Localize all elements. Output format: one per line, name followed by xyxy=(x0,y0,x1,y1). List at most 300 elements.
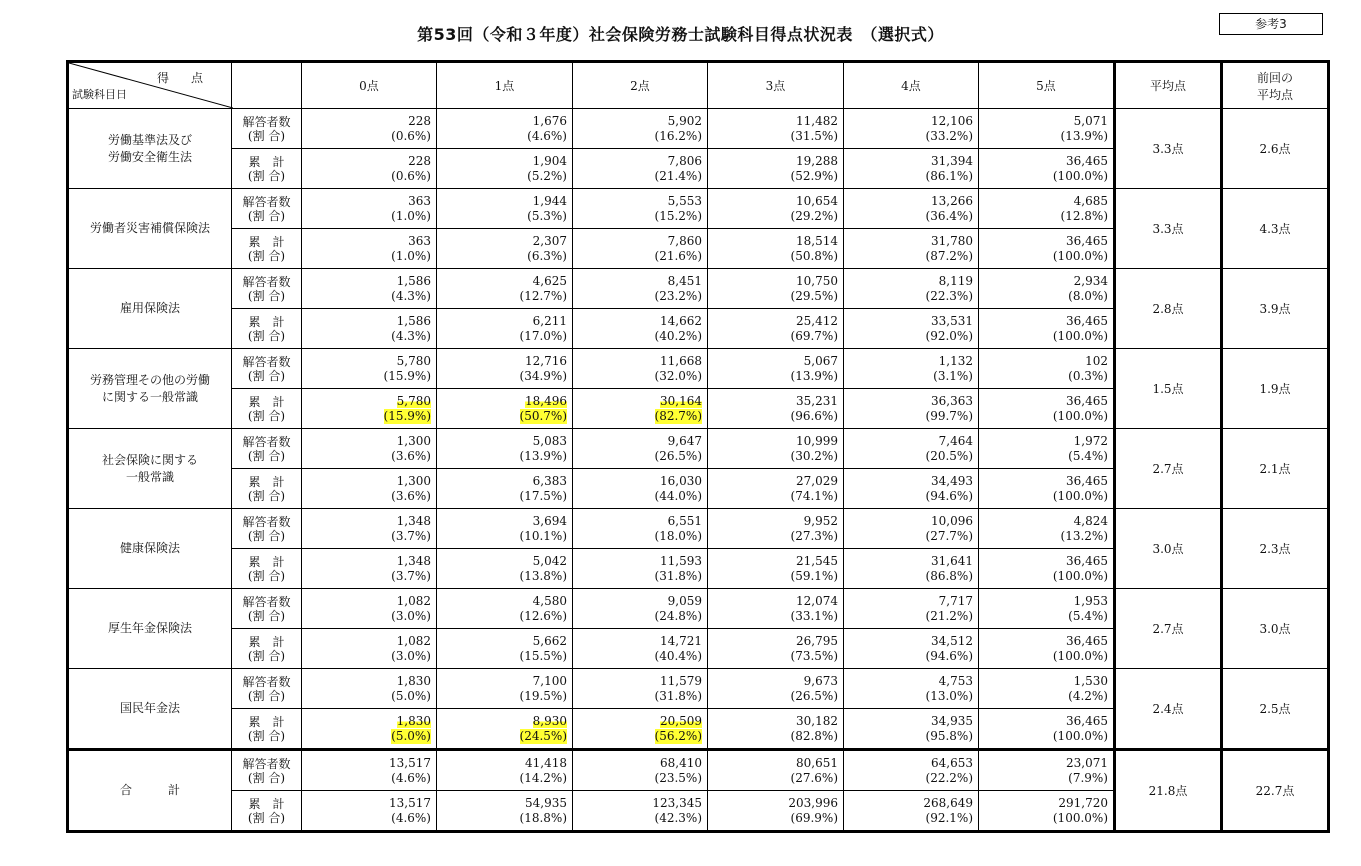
value-cell xyxy=(437,791,573,832)
value-count: 19,288 xyxy=(796,153,838,168)
value-count: 10,999 xyxy=(796,433,838,448)
value-count: 9,059 xyxy=(667,593,702,608)
row-label xyxy=(232,189,302,229)
value-cell xyxy=(437,109,573,149)
value-cell xyxy=(979,109,1115,149)
value-cell xyxy=(573,309,708,349)
value-ratio: (13.8%) xyxy=(519,568,567,583)
value-ratio: (0.6%) xyxy=(391,128,431,143)
value-count: 228 xyxy=(408,153,431,168)
value-cell xyxy=(573,509,708,549)
value-cell xyxy=(573,429,708,469)
ratio-label: (割 合) xyxy=(247,688,286,703)
value-count: 5,042 xyxy=(532,553,567,568)
value-ratio: (12.8%) xyxy=(1060,208,1108,223)
total-row-count xyxy=(68,750,1329,791)
row-label xyxy=(232,549,302,589)
value-cell xyxy=(844,269,979,309)
value-count: 6,211 xyxy=(532,313,567,328)
value-cell xyxy=(302,309,437,349)
value-count: 7,717 xyxy=(938,593,973,608)
value-count: 80,651 xyxy=(796,755,838,770)
value-ratio: (56.2%) xyxy=(654,728,702,743)
value-cell xyxy=(979,229,1115,269)
value-cell xyxy=(437,549,573,589)
value-ratio: (12.7%) xyxy=(519,288,567,303)
value-ratio: (5.4%) xyxy=(1068,448,1108,463)
ratio-label: (割 合) xyxy=(247,568,286,583)
value-count-text: 18,496 xyxy=(525,393,567,408)
subject-row-count xyxy=(68,669,1329,709)
value-cell xyxy=(844,309,979,349)
value-count: 30,182 xyxy=(796,713,838,728)
value-count: 7,100 xyxy=(532,673,567,688)
value-ratio: (22.3%) xyxy=(925,288,973,303)
value-count: 36,363 xyxy=(931,393,973,408)
value-ratio: (26.5%) xyxy=(654,448,702,463)
value-cell xyxy=(979,629,1115,669)
value-count: 5,553 xyxy=(667,193,702,208)
respondents-label: 解答者数 xyxy=(242,756,291,771)
value-cell xyxy=(844,791,979,832)
value-count: 36,465 xyxy=(1066,233,1108,248)
value-ratio: (27.3%) xyxy=(790,528,838,543)
subject-name: 社会保険に関する 一般常識 xyxy=(68,429,232,509)
value-ratio: (18.0%) xyxy=(654,528,702,543)
value-count: 123,345 xyxy=(652,795,702,810)
value-cell xyxy=(844,349,979,389)
cumulative-label: 累 計 xyxy=(248,714,285,729)
ratio-label: (割 合) xyxy=(247,328,286,343)
value-count: 5,662 xyxy=(532,633,567,648)
subject-row-count xyxy=(68,189,1329,229)
value-cell xyxy=(844,469,979,509)
value-ratio: (3.6%) xyxy=(391,448,431,463)
value-ratio: (24.8%) xyxy=(654,608,702,623)
row-label xyxy=(232,429,302,469)
value-cell xyxy=(437,709,573,750)
value-ratio: (21.4%) xyxy=(654,168,702,183)
value-ratio: (52.9%) xyxy=(790,168,838,183)
value-cell xyxy=(844,189,979,229)
value-cell xyxy=(573,791,708,832)
respondents-label: 解答者数 xyxy=(242,594,291,609)
value-ratio: (100.0%) xyxy=(1052,568,1108,583)
value-cell xyxy=(708,349,844,389)
value-ratio: (1.0%) xyxy=(391,208,431,223)
value-ratio: (5.2%) xyxy=(527,168,567,183)
subject-row-count xyxy=(68,429,1329,469)
value-count: 1,082 xyxy=(396,593,431,608)
value-ratio: (15.9%) xyxy=(383,368,431,383)
ratio-label: (割 合) xyxy=(247,488,286,503)
value-ratio: (15.9%) xyxy=(383,408,431,423)
value-ratio: (13.9%) xyxy=(1060,128,1108,143)
value-ratio: (13.2%) xyxy=(1060,528,1108,543)
value-count: 5,780 xyxy=(396,353,431,368)
value-count: 291,720 xyxy=(1058,795,1108,810)
value-count: 5,071 xyxy=(1073,113,1108,128)
value-count: 102 xyxy=(1085,353,1108,368)
value-cell xyxy=(302,229,437,269)
value-count: 1,830 xyxy=(396,673,431,688)
value-cell xyxy=(573,750,708,791)
respondents-label: 解答者数 xyxy=(242,514,291,529)
value-count xyxy=(573,714,702,729)
value-ratio: (100.0%) xyxy=(1052,488,1108,503)
average-score: 2.7点 xyxy=(1115,589,1222,669)
value-cell xyxy=(437,469,573,509)
value-cell xyxy=(573,149,708,189)
value-ratio: (50.7%) xyxy=(519,408,567,423)
value-count-text: 1,830 xyxy=(396,713,431,728)
value-ratio: (31.8%) xyxy=(654,568,702,583)
header-prev-avg-line2: 平均点 xyxy=(1256,87,1293,102)
value-count: 1,586 xyxy=(396,313,431,328)
value-ratio: (8.0%) xyxy=(1068,288,1108,303)
respondents-label: 解答者数 xyxy=(242,274,291,289)
value-count-text: 20,509 xyxy=(660,713,702,728)
ratio-label: (割 合) xyxy=(247,368,286,383)
ratio-label: (割 合) xyxy=(247,448,286,463)
diag-bottom-label: 試験科目日 xyxy=(72,88,127,101)
value-cell xyxy=(844,389,979,429)
previous-average-score: 2.5点 xyxy=(1222,669,1329,750)
value-cell xyxy=(437,269,573,309)
value-ratio: (20.5%) xyxy=(925,448,973,463)
row-label xyxy=(232,149,302,189)
value-count: 9,673 xyxy=(803,673,838,688)
value-count: 16,030 xyxy=(660,473,702,488)
subject-row-count xyxy=(68,349,1329,389)
value-count: 11,668 xyxy=(660,353,702,368)
value-cell xyxy=(979,189,1115,229)
value-cell xyxy=(437,149,573,189)
value-count: 1,904 xyxy=(532,153,567,168)
value-count: 10,096 xyxy=(931,513,973,528)
value-ratio: (30.2%) xyxy=(790,448,838,463)
value-count: 5,067 xyxy=(803,353,838,368)
value-cell xyxy=(573,109,708,149)
value-count: 68,410 xyxy=(660,755,702,770)
value-count: 14,662 xyxy=(660,313,702,328)
value-ratio: (15.2%) xyxy=(654,208,702,223)
value-ratio: (0.3%) xyxy=(1068,368,1108,383)
value-ratio: (31.5%) xyxy=(790,128,838,143)
value-cell xyxy=(979,669,1115,709)
value-cell xyxy=(979,750,1115,791)
value-ratio: (26.5%) xyxy=(790,688,838,703)
value-count: 4,753 xyxy=(938,673,973,688)
value-cell xyxy=(979,509,1115,549)
value-count: 31,394 xyxy=(931,153,973,168)
value-count: 36,465 xyxy=(1066,153,1108,168)
value-ratio: (23.2%) xyxy=(654,288,702,303)
value-cell xyxy=(302,429,437,469)
header-score-5: 5点 xyxy=(979,62,1115,109)
value-cell xyxy=(302,109,437,149)
value-cell xyxy=(844,149,979,189)
ratio-label: (割 合) xyxy=(247,648,286,663)
value-cell xyxy=(302,549,437,589)
value-count: 12,074 xyxy=(796,593,838,608)
value-count: 8,119 xyxy=(938,273,973,288)
row-label xyxy=(232,669,302,709)
value-ratio: (40.2%) xyxy=(654,328,702,343)
value-count: 36,465 xyxy=(1066,633,1108,648)
value-ratio: (4.6%) xyxy=(391,770,431,785)
value-cell xyxy=(844,589,979,629)
value-cell xyxy=(573,389,708,429)
value-count: 64,653 xyxy=(931,755,973,770)
cumulative-label: 累 計 xyxy=(248,394,285,409)
value-count: 4,685 xyxy=(1073,193,1108,208)
value-ratio: (3.0%) xyxy=(391,608,431,623)
header-prev-avg xyxy=(1222,62,1329,109)
value-ratio: (4.2%) xyxy=(1068,688,1108,703)
value-ratio: (100.0%) xyxy=(1052,328,1108,343)
average-score: 21.8点 xyxy=(1115,750,1222,832)
value-count: 1,676 xyxy=(532,113,567,128)
value-count: 1,953 xyxy=(1073,593,1108,608)
value-ratio: (10.1%) xyxy=(519,528,567,543)
value-cell xyxy=(302,629,437,669)
average-score: 3.3点 xyxy=(1115,189,1222,269)
value-count: 36,465 xyxy=(1066,553,1108,568)
row-label xyxy=(232,509,302,549)
value-count: 31,780 xyxy=(931,233,973,248)
value-cell xyxy=(708,589,844,629)
header-blank xyxy=(232,62,302,109)
value-ratio: (21.2%) xyxy=(925,608,973,623)
value-ratio: (86.1%) xyxy=(925,168,973,183)
value-cell xyxy=(437,629,573,669)
value-count: 14,721 xyxy=(660,633,702,648)
previous-average-score: 2.6点 xyxy=(1222,109,1329,189)
value-cell xyxy=(437,189,573,229)
average-score: 2.4点 xyxy=(1115,669,1222,750)
value-cell xyxy=(437,429,573,469)
respondents-label: 解答者数 xyxy=(242,434,291,449)
value-cell xyxy=(302,269,437,309)
value-ratio: (100.0%) xyxy=(1052,648,1108,663)
value-count: 1,300 xyxy=(396,433,431,448)
value-ratio: (0.6%) xyxy=(391,168,431,183)
value-cell xyxy=(573,709,708,750)
value-ratio: (86.8%) xyxy=(925,568,973,583)
value-cell xyxy=(708,189,844,229)
value-ratio: (74.1%) xyxy=(790,488,838,503)
value-ratio: (1.0%) xyxy=(391,248,431,263)
page-title: 第53回（令和３年度）社会保険労務士試験科目得点状況表 （選択式） xyxy=(417,25,944,44)
value-ratio: (16.2%) xyxy=(654,128,702,143)
value-cell xyxy=(844,109,979,149)
average-score: 3.3点 xyxy=(1115,109,1222,189)
average-score: 1.5点 xyxy=(1115,349,1222,429)
value-ratio: (23.5%) xyxy=(654,770,702,785)
value-cell xyxy=(844,509,979,549)
header-row xyxy=(68,62,1329,109)
cumulative-label: 累 計 xyxy=(248,634,285,649)
value-cell xyxy=(708,750,844,791)
value-count xyxy=(302,394,431,409)
value-ratio: (100.0%) xyxy=(1052,168,1108,183)
row-label xyxy=(232,389,302,429)
value-count: 3,694 xyxy=(532,513,567,528)
row-label xyxy=(232,469,302,509)
value-ratio: (42.3%) xyxy=(654,810,702,825)
ratio-label: (割 合) xyxy=(247,810,286,825)
value-ratio: (5.0%) xyxy=(391,728,431,743)
value-count: 54,935 xyxy=(525,795,567,810)
ratio-label: (割 合) xyxy=(247,168,286,183)
value-cell xyxy=(302,509,437,549)
value-count: 1,586 xyxy=(396,273,431,288)
value-count: 12,716 xyxy=(525,353,567,368)
value-count: 11,593 xyxy=(660,553,702,568)
subject-name: 国民年金法 xyxy=(68,669,232,750)
score-table xyxy=(66,60,1330,833)
value-ratio: (7.9%) xyxy=(1068,770,1108,785)
value-ratio: (4.3%) xyxy=(391,288,431,303)
value-cell xyxy=(979,469,1115,509)
value-ratio: (4.6%) xyxy=(527,128,567,143)
value-cell xyxy=(437,589,573,629)
value-cell xyxy=(708,269,844,309)
ratio-label: (割 合) xyxy=(247,128,286,143)
value-ratio: (94.6%) xyxy=(925,488,973,503)
value-ratio: (14.2%) xyxy=(519,770,567,785)
row-label xyxy=(232,349,302,389)
value-ratio: (69.9%) xyxy=(790,810,838,825)
value-cell xyxy=(844,429,979,469)
previous-average-score: 1.9点 xyxy=(1222,349,1329,429)
value-cell xyxy=(437,389,573,429)
value-cell xyxy=(302,149,437,189)
value-ratio: (40.4%) xyxy=(654,648,702,663)
cumulative-label: 累 計 xyxy=(248,554,285,569)
value-cell xyxy=(437,309,573,349)
value-ratio: (5.0%) xyxy=(391,688,431,703)
ratio-label: (割 合) xyxy=(247,728,286,743)
subject-row-count xyxy=(68,109,1329,149)
value-ratio: (19.5%) xyxy=(519,688,567,703)
value-ratio: (29.5%) xyxy=(790,288,838,303)
value-cell xyxy=(302,389,437,429)
value-ratio: (92.0%) xyxy=(925,328,973,343)
value-ratio: (15.5%) xyxy=(519,648,567,663)
value-cell xyxy=(979,589,1115,629)
value-count: 363 xyxy=(408,233,431,248)
value-cell xyxy=(979,429,1115,469)
average-score: 2.8点 xyxy=(1115,269,1222,349)
diag-top-label: 得点 xyxy=(156,71,225,85)
total-label: 合 計 xyxy=(68,750,232,832)
value-cell xyxy=(979,309,1115,349)
value-cell xyxy=(979,269,1115,309)
value-count: 228 xyxy=(408,113,431,128)
value-count xyxy=(437,394,567,409)
value-ratio: (5.3%) xyxy=(527,208,567,223)
row-label xyxy=(232,109,302,149)
subject-name: 厚生年金保険法 xyxy=(68,589,232,669)
value-ratio: (92.1%) xyxy=(925,810,973,825)
value-cell xyxy=(573,549,708,589)
value-cell xyxy=(708,229,844,269)
value-ratio: (31.8%) xyxy=(654,688,702,703)
respondents-label: 解答者数 xyxy=(242,674,291,689)
subject-name: 雇用保険法 xyxy=(68,269,232,349)
subject-name: 健康保険法 xyxy=(68,509,232,589)
value-ratio: (33.2%) xyxy=(925,128,973,143)
header-prev-avg-line1: 前回の xyxy=(1256,70,1293,85)
value-cell xyxy=(844,709,979,750)
value-ratio: (50.8%) xyxy=(790,248,838,263)
value-cell xyxy=(437,750,573,791)
row-label xyxy=(232,229,302,269)
header-score-0: 0点 xyxy=(302,62,437,109)
header-score-4: 4点 xyxy=(844,62,979,109)
value-cell xyxy=(844,669,979,709)
value-cell xyxy=(437,349,573,389)
value-cell xyxy=(573,229,708,269)
value-ratio: (32.0%) xyxy=(654,368,702,383)
value-count: 13,517 xyxy=(389,755,431,770)
row-label xyxy=(232,629,302,669)
value-ratio: (36.4%) xyxy=(925,208,973,223)
value-count: 36,465 xyxy=(1066,713,1108,728)
subject-row-count xyxy=(68,589,1329,629)
cumulative-label: 累 計 xyxy=(248,314,285,329)
cumulative-label: 累 計 xyxy=(248,474,285,489)
value-cell xyxy=(573,469,708,509)
respondents-label: 解答者数 xyxy=(242,114,291,129)
value-cell xyxy=(708,469,844,509)
value-ratio: (44.0%) xyxy=(654,488,702,503)
value-ratio: (3.7%) xyxy=(391,528,431,543)
value-count xyxy=(437,714,567,729)
value-cell xyxy=(708,629,844,669)
value-cell xyxy=(708,389,844,429)
value-count: 31,641 xyxy=(931,553,973,568)
value-count: 36,465 xyxy=(1066,473,1108,488)
row-label xyxy=(232,791,302,832)
value-count-text: 5,780 xyxy=(396,393,431,408)
subject-row-count xyxy=(68,269,1329,309)
ratio-label: (割 合) xyxy=(247,608,286,623)
value-cell xyxy=(573,189,708,229)
value-count xyxy=(302,714,431,729)
value-count: 7,860 xyxy=(667,233,702,248)
value-ratio: (13.9%) xyxy=(519,448,567,463)
value-count: 33,531 xyxy=(931,313,973,328)
value-count: 6,383 xyxy=(532,473,567,488)
previous-average-score: 2.1点 xyxy=(1222,429,1329,509)
respondents-label: 解答者数 xyxy=(242,354,291,369)
value-count xyxy=(573,394,702,409)
cumulative-label: 累 計 xyxy=(248,796,285,811)
value-cell xyxy=(437,229,573,269)
value-ratio: (5.4%) xyxy=(1068,608,1108,623)
value-count: 7,464 xyxy=(938,433,973,448)
value-ratio: (99.7%) xyxy=(925,408,973,423)
value-count: 5,902 xyxy=(667,113,702,128)
ratio-label: (割 合) xyxy=(247,770,286,785)
value-ratio: (33.1%) xyxy=(790,608,838,623)
value-cell xyxy=(979,549,1115,589)
ratio-label: (割 合) xyxy=(247,248,286,263)
value-count: 25,412 xyxy=(796,313,838,328)
